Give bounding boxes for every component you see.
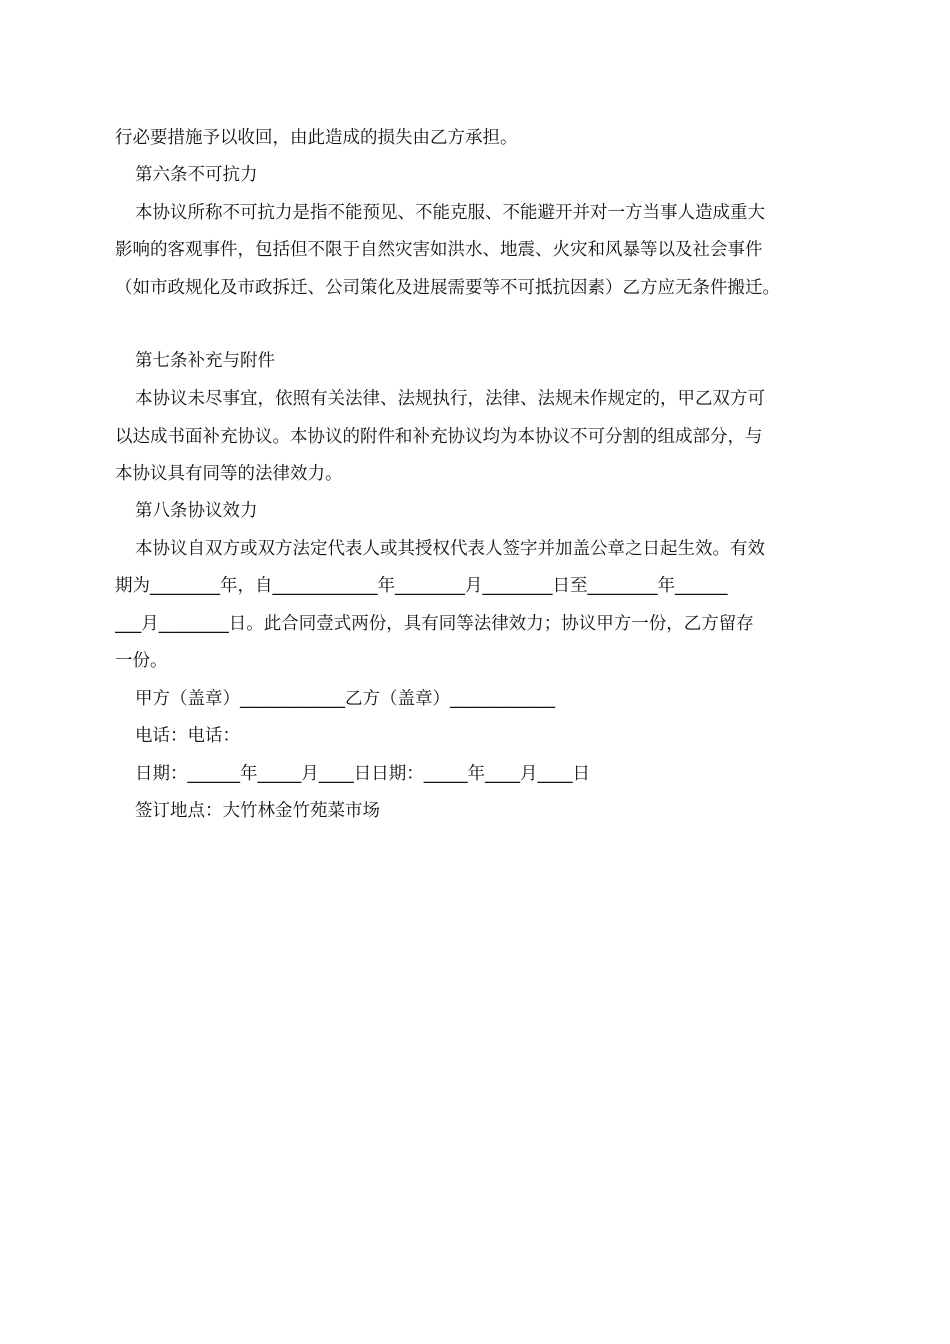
section-heading: 第七条补充与附件 bbox=[135, 351, 275, 371]
section-heading: 第六条不可抗力 bbox=[135, 165, 258, 185]
paragraph-line: 以达成书面补充协议。本协议的附件和补充协议均为本协议不可分割的组成部分，与 bbox=[115, 427, 763, 447]
paragraph-line: 本协议自双方或双方法定代表人或其授权代表人签字并加盖公章之日起生效。有效 bbox=[135, 539, 765, 559]
paragraph-line: （如市政规化及市政拆迁、公司策化及进展需要等不可抵抗因素）乙方应无条件搬迁。 bbox=[115, 278, 780, 298]
paragraph-line: 本协议未尽事宜，依照有关法律、法规执行，法律、法规未作规定的，甲乙双方可 bbox=[135, 389, 765, 409]
paragraph-line: 本协议具有同等的法律效力。 bbox=[115, 464, 343, 484]
signing-location: 签订地点：大竹林金竹苑菜市场 bbox=[135, 801, 380, 821]
paragraph-line: 一份。 bbox=[115, 651, 168, 671]
signature-line: 甲方（盖章）____________乙方（盖章）____________ bbox=[135, 689, 555, 709]
paragraph-line: 期为________年，自____________年________月________日至________年______ bbox=[115, 576, 728, 596]
paragraph-line: 影响的客观事件，包括但不限于自然灾害如洪水、地震、火灾和风暴等以及社会事件 bbox=[115, 240, 763, 260]
paragraph-line: 本协议所称不可抗力是指不能预见、不能克服、不能避开并对一方当事人造成重大 bbox=[135, 203, 765, 223]
section-heading: 第八条协议效力 bbox=[135, 501, 258, 521]
phone-line: 电话：电话： bbox=[135, 726, 240, 746]
paragraph-line: 行必要措施予以收回，由此造成的损失由乙方承担。 bbox=[115, 128, 518, 148]
date-line: 日期：______年_____月____日日期：_____年____月____日 bbox=[135, 764, 590, 784]
paragraph-line: ___月________日。此合同壹式两份，具有同等法律效力；协议甲方一份，乙方留存 bbox=[115, 614, 754, 634]
